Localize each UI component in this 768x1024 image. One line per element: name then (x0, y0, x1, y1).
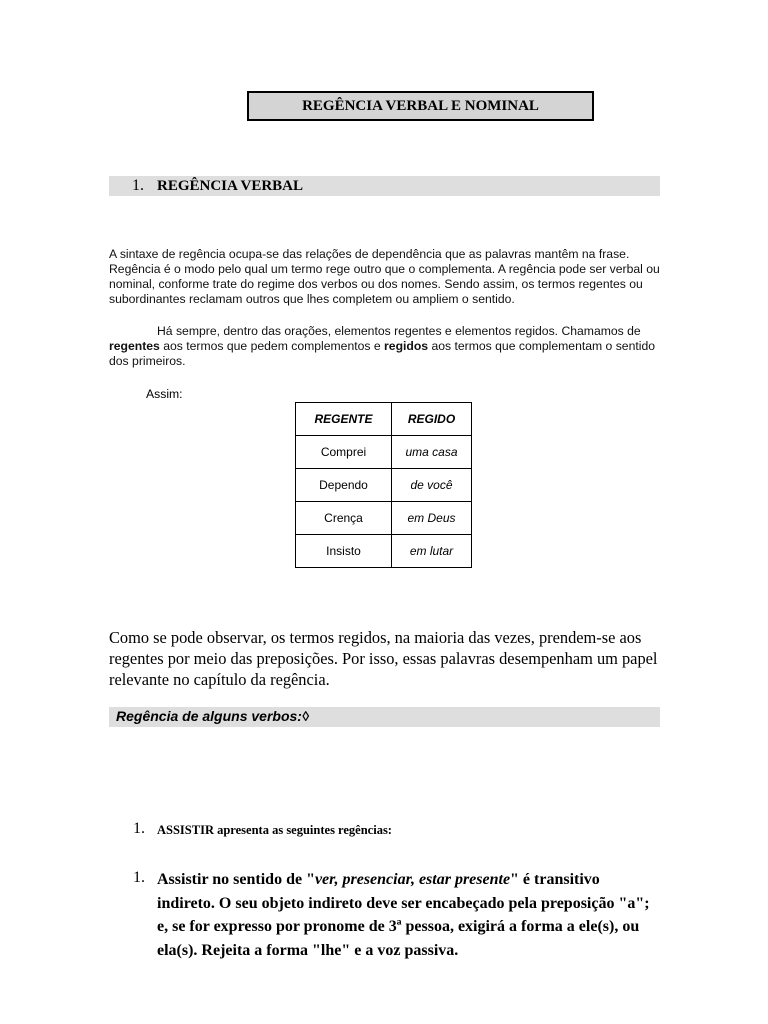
table-row (296, 502, 472, 535)
list-text-italic: ver, presenciar, estar presente (314, 871, 511, 888)
list-text-1: Assistir no sentido de " (157, 871, 315, 888)
table-row (296, 469, 472, 502)
cell-regido: uma casa (392, 436, 472, 469)
regentes-regidos-paragraph (109, 324, 660, 369)
intro-paragraph: A sintaxe de regência ocupa-se das relações de dependência que as palavras mantêm na frase. Regência é o modo pelo qual um termo rege outro que o complementa. A regência pode ser verbal ou nominal, conforme trate do regime dos verbos ou dos nomes. Sendo assim, os termos regentes ou subordinantes reclamam outros que lhes completem ou ampliem o sentido. (109, 247, 660, 306)
observation-paragraph: Como se pode observar, os termos regidos, na maioria das vezes, prendem-se aos regentes por meio das preposições. Por isso, essas palavras desempenham um papel relevante no capítulo da regência. (109, 628, 658, 689)
assim-label: Assim: (146, 387, 183, 401)
list-number: 1. (133, 869, 145, 886)
paragraph-text-3: aos termos que complementam o sentido dos primeiros. (109, 339, 656, 368)
section-title: Regência de alguns verbos:◊ (116, 708, 309, 724)
term-regidos: regidos (384, 339, 429, 353)
list-item-assistir-sentido (157, 868, 657, 962)
term-regentes: regentes (109, 339, 160, 353)
cell-regente: Insisto (296, 535, 392, 568)
paragraph-text-1: Há sempre, dentro das orações, elementos regentes e elementos regidos. Chamamos de (157, 324, 641, 338)
section-number: 1. (132, 177, 144, 194)
list-item-assistir: ASSISTIR apresenta as seguintes regências: (157, 823, 392, 837)
cell-regido: em Deus (392, 502, 472, 535)
cell-regente: Crença (296, 502, 392, 535)
list-text-2: " é transitivo indireto. O seu objeto indireto deve ser encabeçado pela preposição "a"; e, se for expresso por pronome de 3ª pessoa, exigirá a forma a ele(s), ou ela(s). Rejeita a forma "lhe" e a voz passiva. (157, 871, 650, 959)
paragraph-text-2: aos termos que pedem complementos e (159, 339, 385, 353)
regencia-table (295, 402, 472, 568)
section-heading-regencia-alguns-verbos (109, 707, 660, 727)
header-regido: REGIDO (392, 403, 472, 436)
document-title: REGÊNCIA VERBAL E NOMINAL (247, 91, 594, 121)
cell-regido: de você (392, 469, 472, 502)
table-row (296, 535, 472, 568)
section-heading-regencia-verbal (109, 176, 660, 196)
list-number: 1. (133, 820, 145, 837)
table-header-row (296, 403, 472, 436)
cell-regente: Dependo (296, 469, 392, 502)
header-regente: REGENTE (296, 403, 392, 436)
table-row (296, 436, 472, 469)
cell-regente: Comprei (296, 436, 392, 469)
cell-regido: em lutar (392, 535, 472, 568)
section-title: REGÊNCIA VERBAL (157, 178, 304, 194)
